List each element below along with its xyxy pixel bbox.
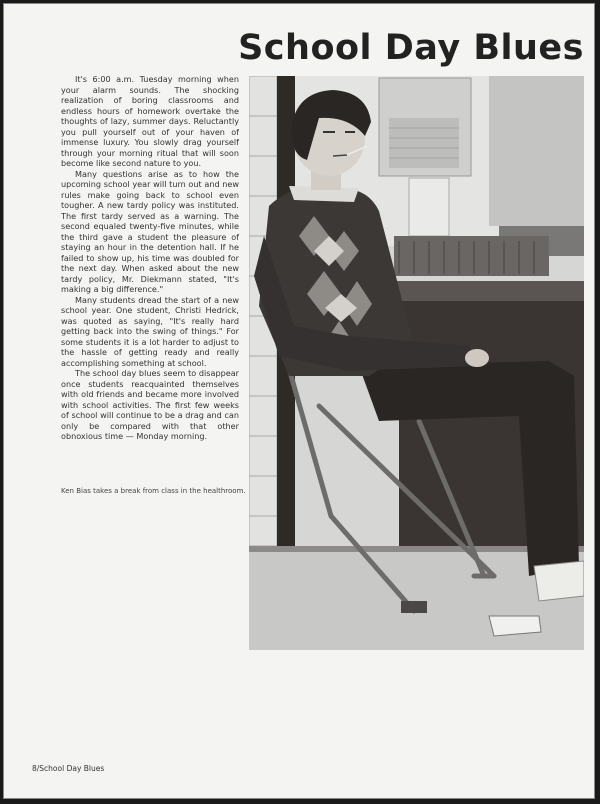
page-folio: 8/School Day Blues [32, 764, 105, 773]
article-paragraph: Many questions arise as to how the upcoming school year will turn out and new rules make going back to school even tougher. A new tardy policy was instituted. The first tardy served as a warning. The second equaled twenty-five minutes, while the third gave a student the pleasure of staying an hour in the detention hall. If he failed to show up, his time was doubled for the next day. When asked about the new tardy policy, Mr. Diekmann stated, "It's making a big difference." [61, 168, 239, 294]
article-paragraph: Many students dread the start of a new school year. One student, Christi Hedrick, was quoted as saying, "It's really hard getting back into the swing of things." For some students it is a lot harder to adjust to the hassle of getting ready and really accomplishing something at school. [61, 294, 239, 368]
photo-caption: Ken Bias takes a break from class in the healthroom. [61, 487, 246, 495]
yearbook-page [3, 3, 595, 799]
article-body [61, 74, 239, 442]
student-photo [249, 76, 584, 650]
article-paragraph: The school day blues seem to disappear once students reacquainted themselves with old friends and became more involved with school activities. The first few weeks of school will continue to be a drag and can only be compared with that other obnoxious time — Monday morning. [61, 368, 239, 441]
article-paragraph: It's 6:00 a.m. Tuesday morning when your alarm sounds. The shocking realization of boring classrooms and endless hours of homework overtake the thoughts of lazy, summer days. Reluctantly you pull yourself out of your haven of immense luxury. You slowly drag yourself through your morning ritual that will soon become like second nature to you. [61, 74, 239, 168]
page-title: School Day Blues [238, 28, 584, 68]
